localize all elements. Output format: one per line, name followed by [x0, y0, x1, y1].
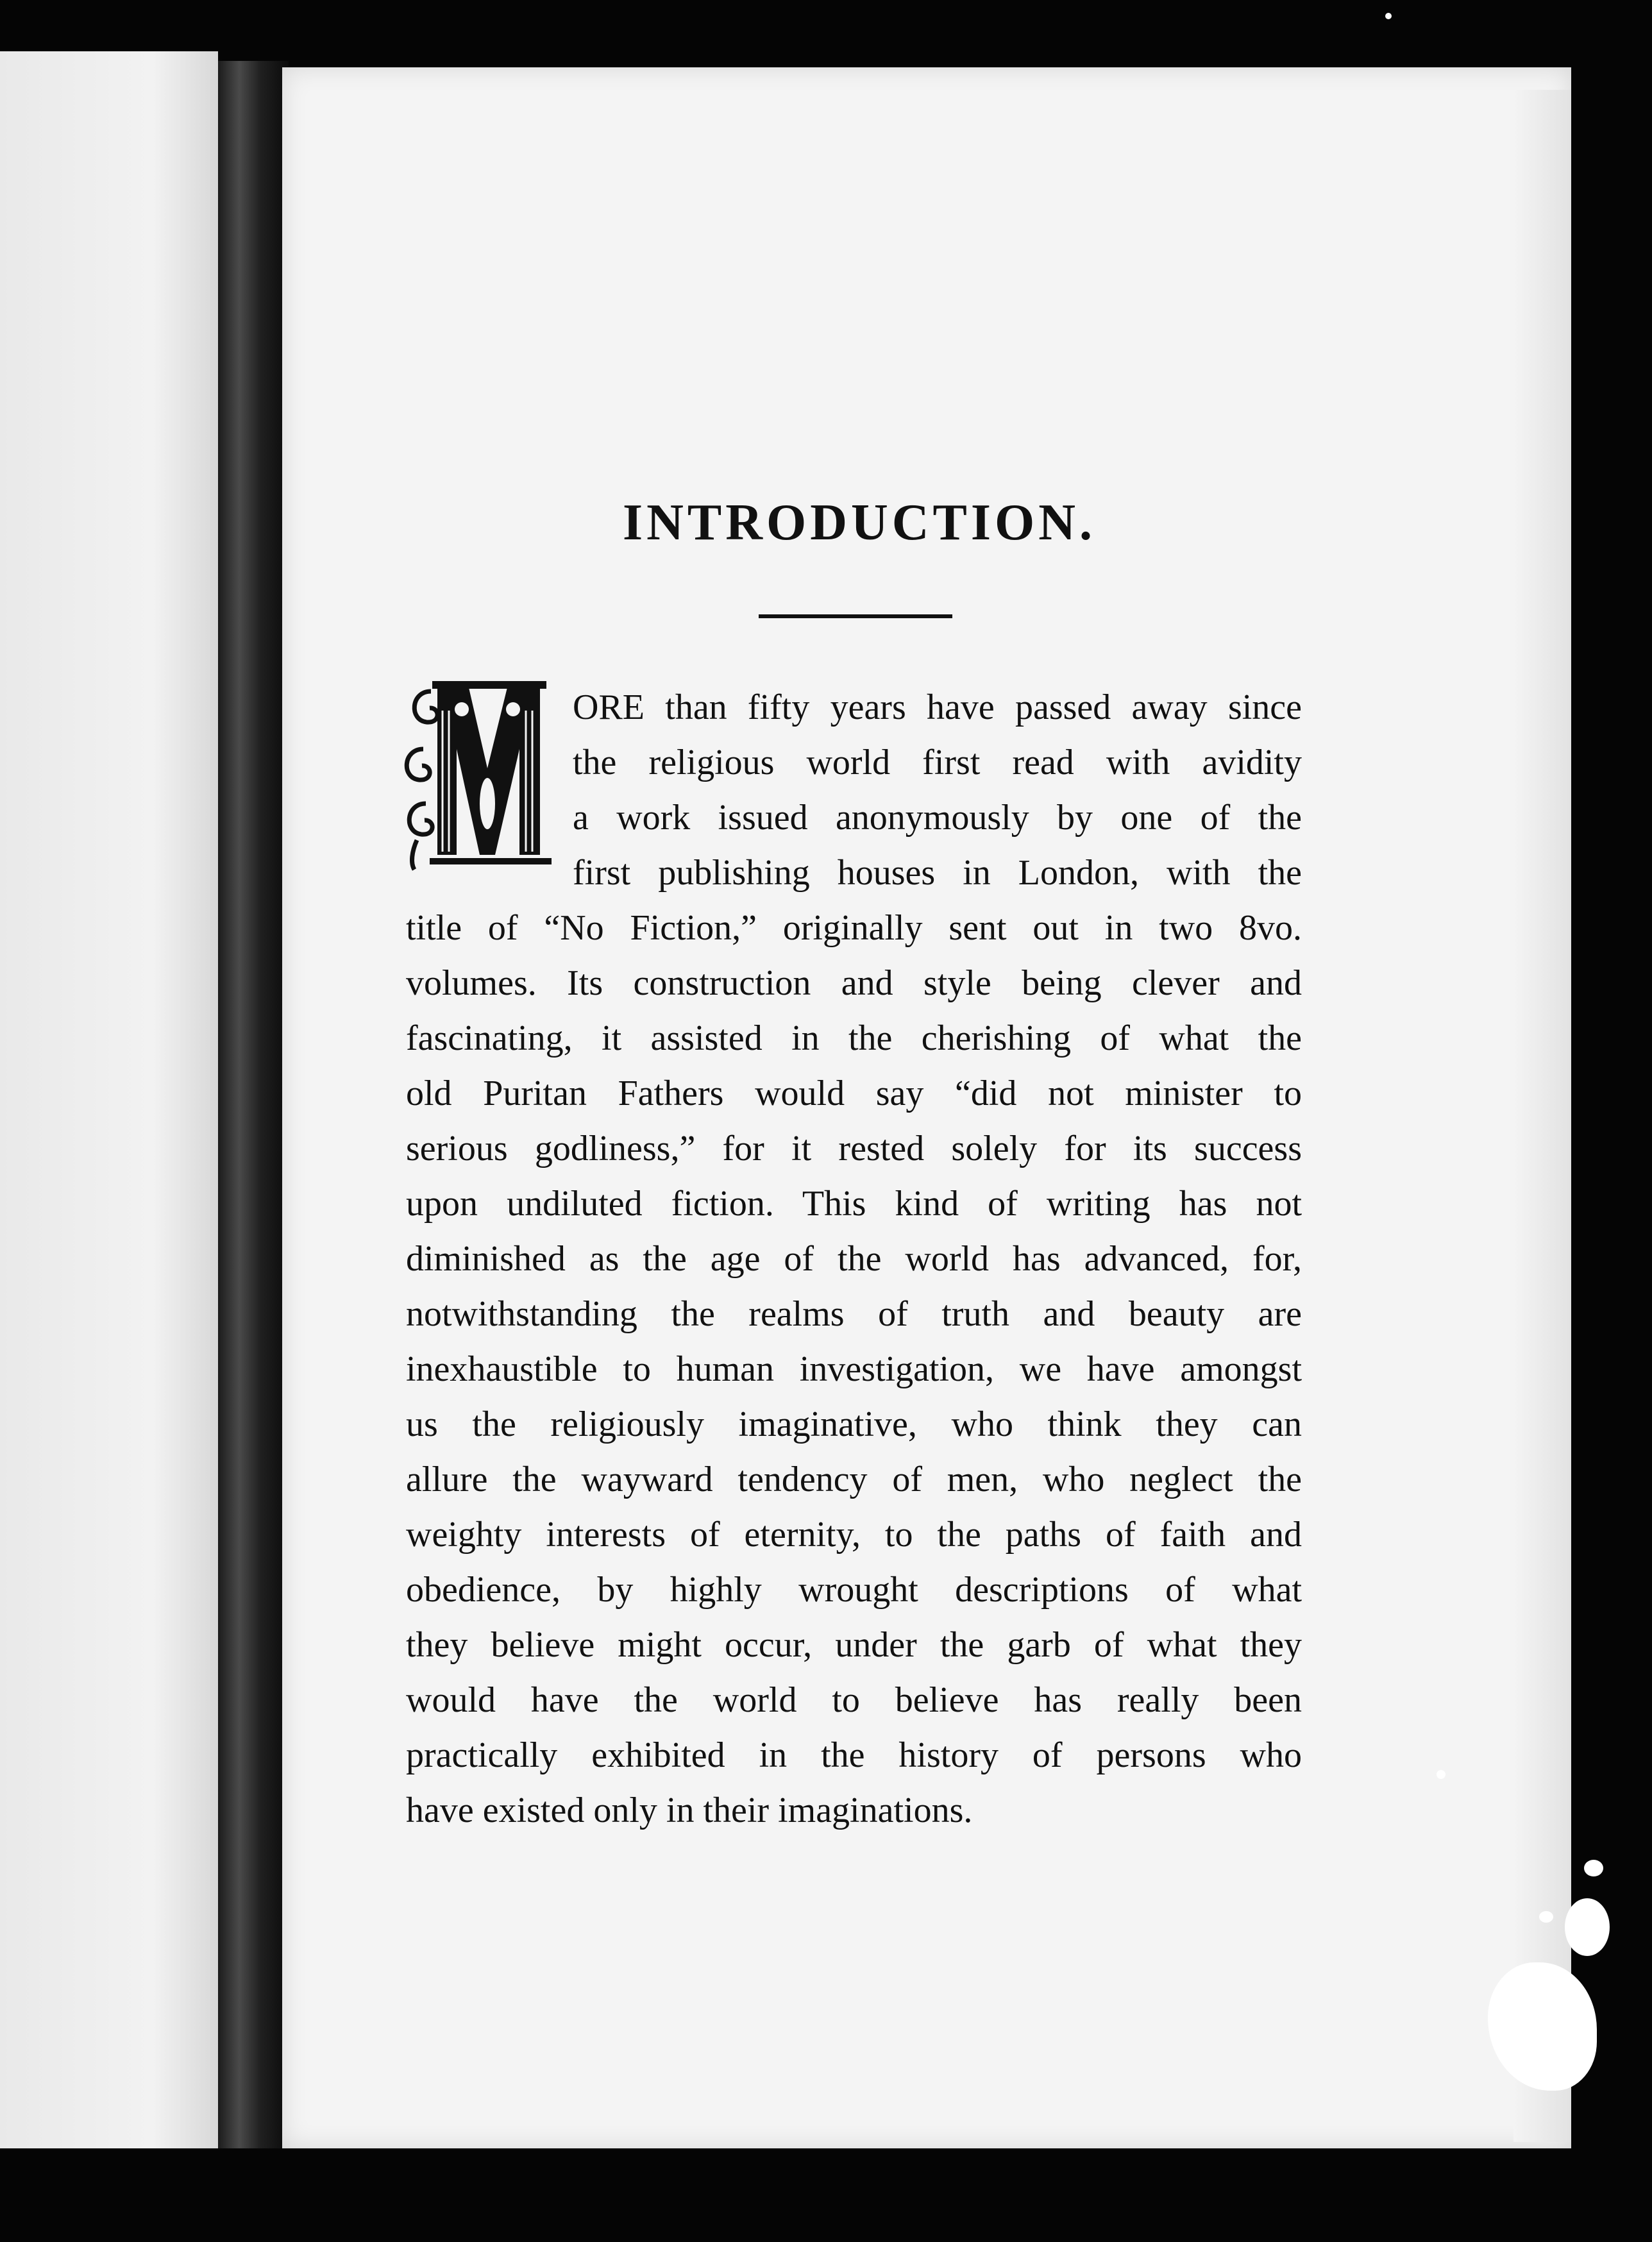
text-line: practically exhibited in the history of persons who: [406, 1735, 1302, 1775]
scan-speck: [1385, 13, 1392, 19]
text-line: notwithstanding the realms of truth and beauty are: [406, 1294, 1302, 1334]
scan-speck: [1437, 1770, 1446, 1779]
heading-rule: [759, 614, 952, 618]
scan-speck: [1584, 1860, 1603, 1876]
text-line: they believe might occur, under the garb of what they: [406, 1625, 1302, 1665]
text-line: first publishing houses in London, with the: [573, 853, 1302, 893]
text-line: diminished as the age of the world has advanced, for,: [406, 1239, 1302, 1279]
scan-damage-blot: [1565, 1898, 1610, 1956]
text-line: inexhaustible to human investigation, we have amongst: [406, 1349, 1302, 1389]
text-line: a work issued anonymously by one of the: [573, 798, 1302, 838]
text-line: obedience, by highly wrought descriptions of what: [406, 1570, 1302, 1610]
chapter-heading: INTRODUCTION.: [622, 494, 1097, 551]
text-line: the religious world first read with avidity: [573, 743, 1302, 782]
text-line: upon undiluted fiction. This kind of writing has not: [406, 1184, 1302, 1224]
text-line: allure the wayward tendency of men, who neglect the: [406, 1460, 1302, 1499]
text-line: have existed only in their imaginations.: [406, 1791, 973, 1830]
book-gutter: [218, 61, 289, 2148]
ornamental-drop-cap: [398, 672, 555, 871]
text-line: weighty interests of eternity, to the paths of faith and: [406, 1515, 1302, 1555]
text-line: fascinating, it assisted in the cherishing of what the: [406, 1018, 1302, 1058]
text-line: volumes. Its construction and style being clever and: [406, 963, 1302, 1003]
facing-page-edge: [0, 51, 218, 2148]
text-line: would have the world to believe has really been: [406, 1680, 1302, 1720]
text-line: serious godliness,” for it rested solely for its success: [406, 1129, 1302, 1168]
text-line: title of “No Fiction,” originally sent out in two 8vo.: [406, 908, 1302, 948]
scan-speck: [1539, 1911, 1553, 1923]
page-fore-edge: [1513, 90, 1571, 2142]
text-line: us the religiously imaginative, who think they can: [406, 1404, 1302, 1444]
text-line: old Puritan Fathers would say “did not minister to: [406, 1074, 1302, 1113]
text-line: ORE than fifty years have passed away since: [573, 687, 1302, 727]
